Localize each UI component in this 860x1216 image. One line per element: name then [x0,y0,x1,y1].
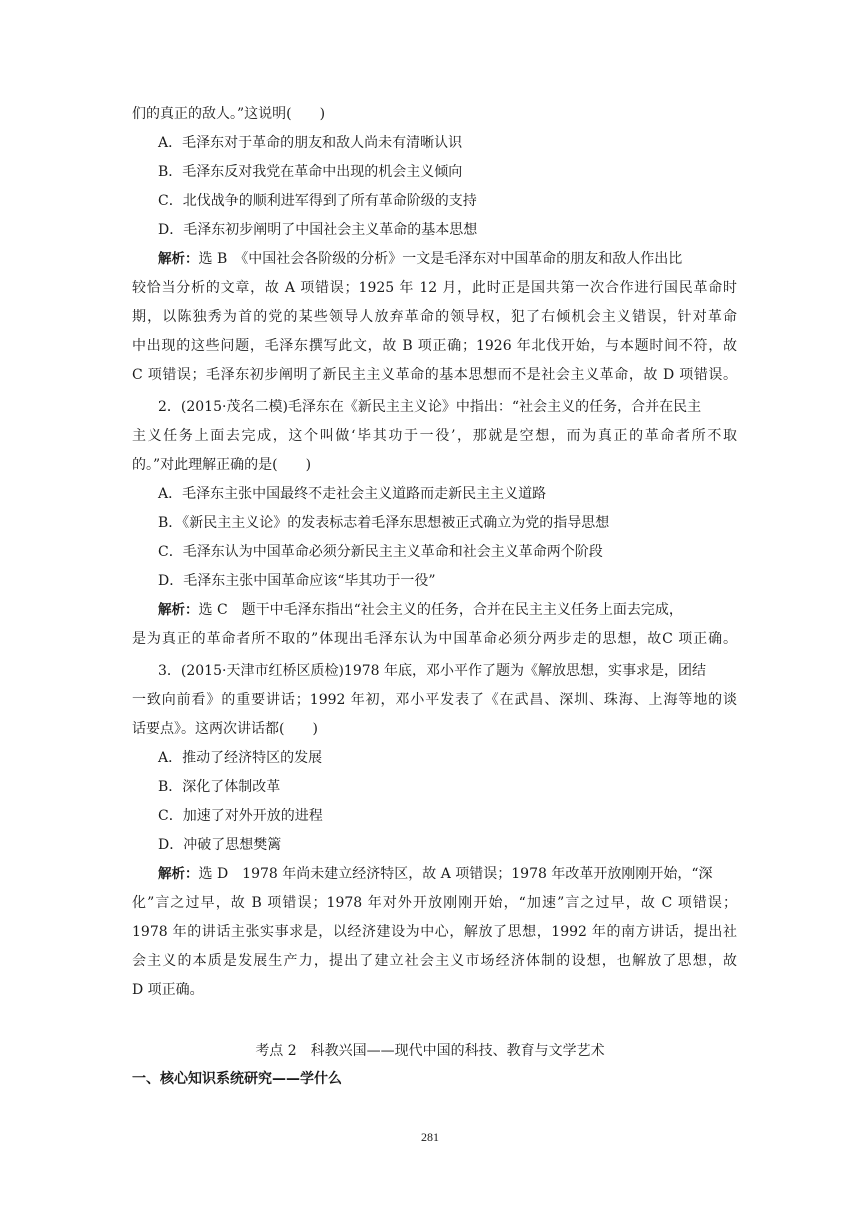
q1-option-a: A．毛泽东对于革命的朋友和敌人尚未有清晰认识 [158,135,463,151]
q2-explanation-line-1: 解析：选 C 题干中毛泽东指出“社会主义的任务，合并在民主主义任务上面去完成， [158,602,683,618]
q1-explanation-line-4: 中出现的这些问题，毛泽东撰写此文，故 B 项正确；1926 年北伐开始，与本题时间不符，故 [132,338,737,354]
question-2-stem-line-1: 2．(2015·茂名二模)毛泽东在《新民主主义论》中指出：“社会主义的任务，合并在民主 [158,399,702,415]
question-3-stem-line-1: 3．(2015·天津市红桥区质检)1978 年底，邓小平作了题为《解放思想，实事求是，团结 [158,663,706,679]
q2-option-c: C．毛泽东认为中国革命必须分新民主主义革命和社会主义革命两个阶段 [158,544,603,560]
question-2-stem-line-2: 主义任务上面去完成，这个叫做‘毕其功于一役’，那就是空想，而为真正的革命者所不取 [132,428,737,444]
q3-option-b: B．深化了体制改革 [158,779,281,795]
explanation-label: 解析： [158,866,199,882]
q2-option-b: B．《新民主主义论》的发表标志着毛泽东思想被正式确立为党的指导思想 [158,515,610,531]
q2-option-a: A．毛泽东主张中国最终不走社会主义道路而走新民主主义道路 [158,486,547,502]
q3-explanation-line-4: 会主义的本质是发展生产力，提出了建立社会主义市场经济体制的设想，也解放了思想，故 [132,953,737,969]
explanation-label: 解析： [158,602,199,618]
question-source: 天津市红桥区质检 [226,663,339,679]
question-3-stem-line-3: 话要点》。这两次讲话都( ) [132,721,318,737]
q1-explanation-line-2: 较恰当分析的文章，故 A 项错误；1925 年 12 月，此时正是国共第一次合作进行国民革命时 [132,280,737,296]
q3-option-c: C．加速了对外开放的进程 [158,808,323,824]
question-1-stem-tail: 们的真正的敌人。”这说明( ) [132,106,326,122]
q1-explanation-line-1: 解析：选 B 《中国社会各阶级的分析》一文是毛泽东对中国革命的朋友和敌人作出比 [158,251,683,267]
section-title: 考点 2 科教兴国——现代中国的科技、教育与文学艺术 [255,1043,605,1059]
q1-explanation-line-5: C 项错误；毛泽东初步阐明了新民主主义革命的基本思想而不是社会主义革命，故 D 项错误。 [132,367,737,383]
subsection-title: 一、核心知识系统研究——学什么 [132,1071,342,1087]
q3-explanation-line-3: 1978 年的讲话主张实事求是，以经济建设为中心，解放了思想，1992 年的南方讲话，提出社 [132,924,737,940]
q3-option-a: A．推动了经济特区的发展 [158,750,323,766]
q2-option-d: D．毛泽东主张中国革命应该“毕其功于一役” [158,573,436,589]
q3-option-d: D．冲破了思想樊篱 [158,837,282,853]
q1-option-c: C．北伐战争的顺利进军得到了所有革命阶级的支持 [158,193,477,209]
q3-explanation-line-5: D 项正确。 [132,982,204,998]
q2-explanation-line-2: 是为真正的革命者所不取的”体现出毛泽东认为中国革命必须分两步走的思想，故C 项正确。 [132,631,737,647]
q1-explanation-line-3: 期，以陈独秀为首的党的某些领导人放弃革命的领导权，犯了右倾机会主义错误，针对革命 [132,309,737,325]
question-source: 茂名二模 [226,399,283,415]
question-3-stem-line-2: 一致向前看》的重要讲话；1992 年初，邓小平发表了《在武昌、深圳、珠海、上海等地的谈 [132,692,737,708]
q1-option-d: D．毛泽东初步阐明了中国社会主义革命的基本思想 [158,222,478,238]
explanation-label: 解析： [158,251,199,267]
q1-option-b: B．毛泽东反对我党在革命中出现的机会主义倾向 [158,164,463,180]
page-number: 281 [421,1130,439,1144]
q3-explanation-line-1: 解析：选 D 1978 年尚未建立经济特区，故 A 项错误；1978 年改革开放刚刚开始，“深 [158,866,713,882]
q3-explanation-line-2: 化”言之过早，故 B 项错误；1978 年对外开放刚刚开始，“加速”言之过早，故 C 项错误； [132,895,737,911]
question-2-stem-line-3: 的。”对此理解正确的是( ) [132,457,312,473]
